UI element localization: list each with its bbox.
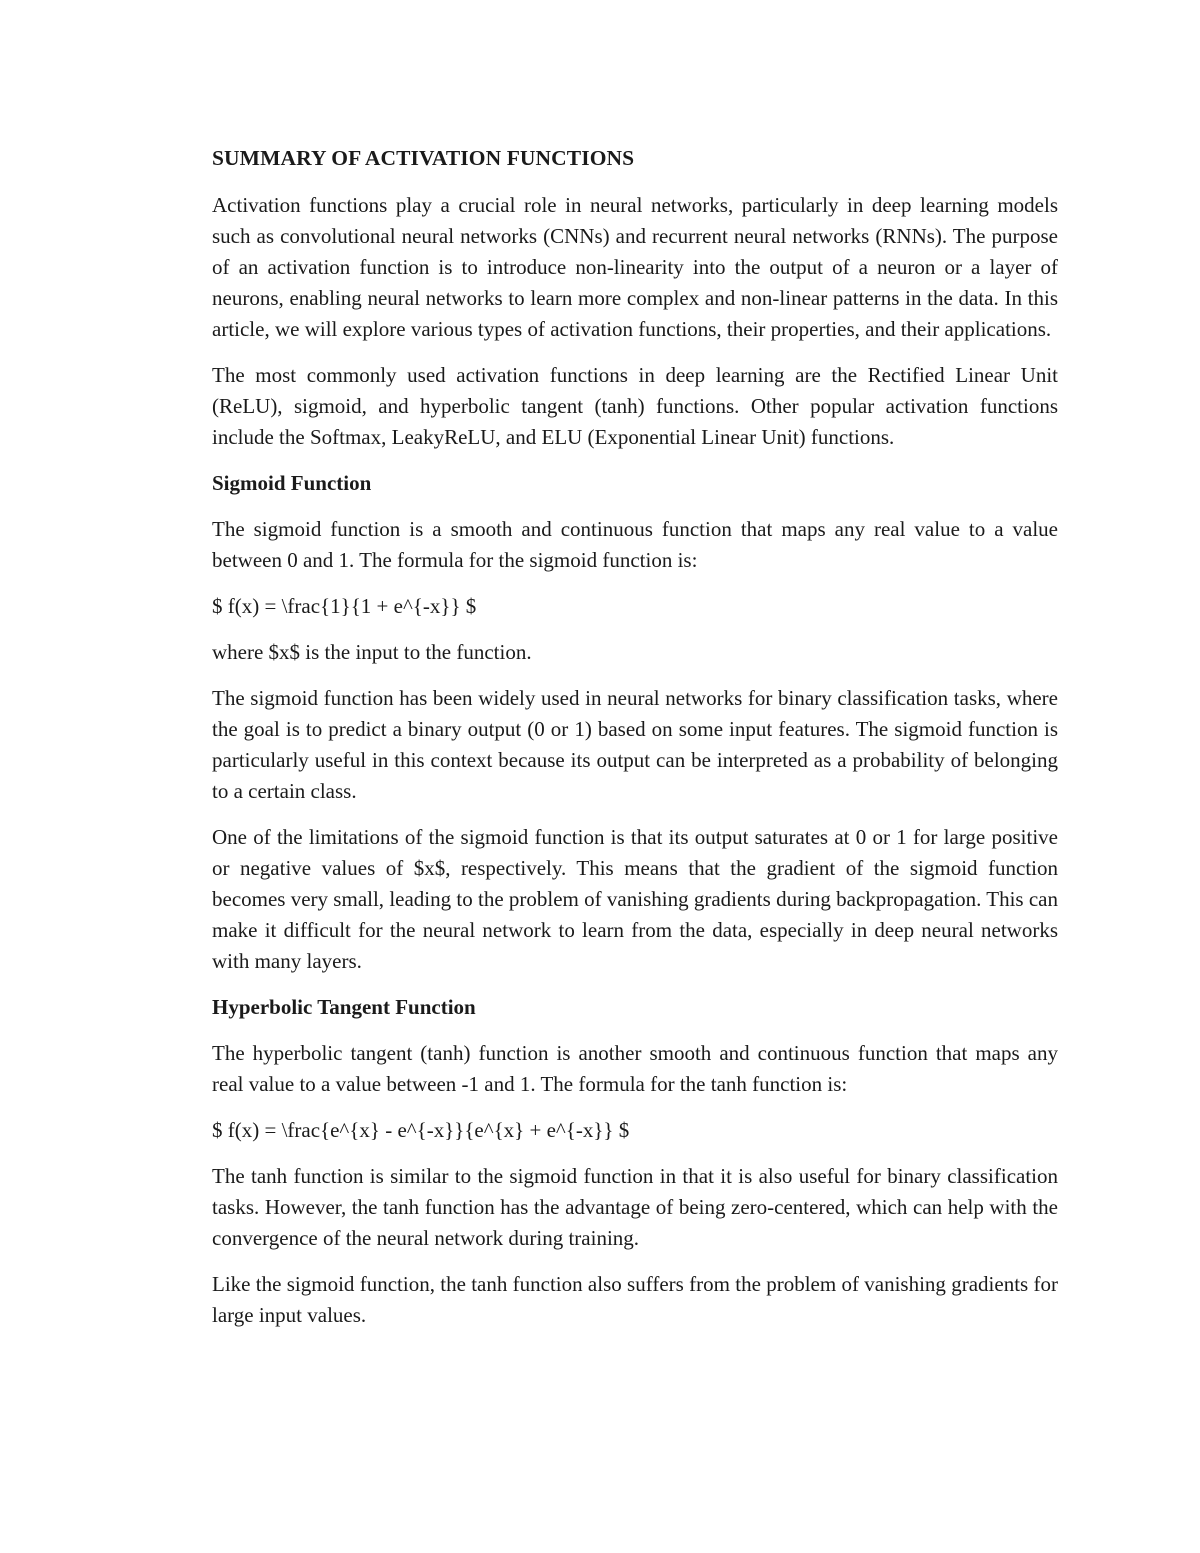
tanh-formula: $ f(x) = \frac{e^{x} - e^{-x}}{e^{x} + e^{-x}} $ (212, 1118, 630, 1142)
tanh-paragraph-3: Like the sigmoid function, the tanh function also suffers from the problem of vanishing gradients for large input values. (212, 1272, 1058, 1327)
tanh-heading: Hyperbolic Tangent Function (212, 995, 476, 1019)
document-title: SUMMARY OF ACTIVATION FUNCTIONS (212, 146, 635, 170)
tanh-paragraph-2: The tanh function is similar to the sigmoid function in that it is also useful for binary classification tasks. However, the tanh function has the advantage of being zero-centered, which can help with the convergence of the neural network during training. (212, 1164, 1058, 1250)
sigmoid-paragraph-2: The sigmoid function has been widely used in neural networks for binary classification tasks, where the goal is to predict a binary output (0 or 1) based on some input features. The sigmoid function is particularly useful in this context because its output can be interpreted as a probability of belonging to a certain class. (212, 686, 1058, 803)
sigmoid-formula: $ f(x) = \frac{1}{1 + e^{-x}} $ (212, 594, 477, 618)
document-body (212, 140, 1058, 1346)
tanh-paragraph-1: The hyperbolic tangent (tanh) function is another smooth and continuous function that maps any real value to a value between -1 and 1. The formula for the tanh function is: (212, 1041, 1058, 1096)
sigmoid-heading: Sigmoid Function (212, 471, 372, 495)
intro-paragraph-2: The most commonly used activation functions in deep learning are the Rectified Linear Unit (ReLU), sigmoid, and hyperbolic tangent (tanh) functions. Other popular activation functions include the Softmax, LeakyReLU, and ELU (Exponential Linear Unit) functions. (212, 363, 1058, 449)
sigmoid-paragraph-3: One of the limitations of the sigmoid function is that its output saturates at 0 or 1 for large positive or negative values of $x$, respectively. This means that the gradient of the sigmoid function becomes very small, leading to the problem of vanishing gradients during backpropagation. This can make it difficult for the neural network to learn from the data, especially in deep neural networks with many layers. (212, 825, 1058, 973)
intro-paragraph-1: Activation functions play a crucial role in neural networks, particularly in deep learning models such as convolutional neural networks (CNNs) and recurrent neural networks (RNNs). The purpose of an activation function is to introduce non-linearity into the output of a neuron or a layer of neurons, enabling neural networks to learn more complex and non-linear patterns in the data. In this article, we will explore various types of activation functions, their properties, and their applications. (212, 193, 1058, 341)
sigmoid-where-note: where $x$ is the input to the function. (212, 640, 532, 664)
sigmoid-paragraph-1: The sigmoid function is a smooth and continuous function that maps any real value to a value between 0 and 1. The formula for the sigmoid function is: (212, 517, 1058, 572)
